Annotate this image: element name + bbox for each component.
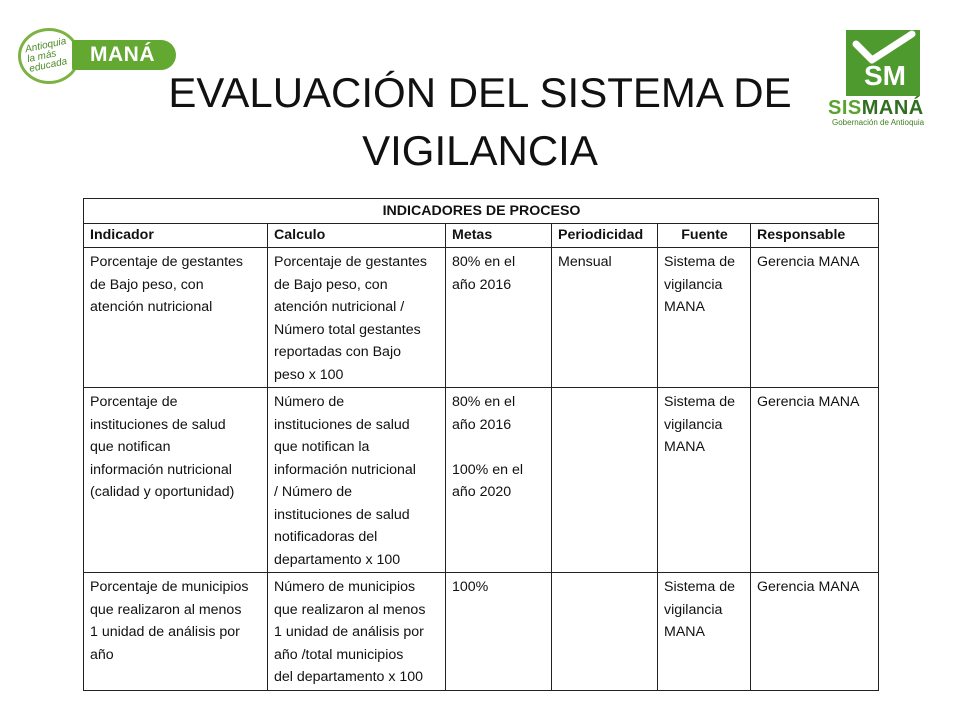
cell-line: 100%: [452, 579, 489, 595]
cell-line: que realizaron al menos: [274, 601, 426, 618]
table-header-row: [84, 224, 879, 248]
cell-line: que notifican: [90, 439, 171, 455]
cell-line: MANA: [664, 439, 705, 455]
cell-line: que realizaron al menos: [90, 601, 242, 618]
cell-line: MANA: [664, 299, 705, 315]
cell-line: vigilancia: [664, 416, 723, 433]
cell-indicador: [84, 248, 268, 388]
cell-indicador: [84, 573, 268, 691]
process-indicators-table: [83, 198, 879, 691]
cell-line: Número de: [274, 394, 345, 410]
cell-line: Sistema de: [664, 254, 735, 270]
cell-line: instituciones de salud: [90, 416, 226, 433]
cell-line: 80% en el: [452, 254, 516, 270]
cell-line: instituciones de salud: [274, 506, 410, 523]
column-header-indicador: Indicador: [84, 224, 268, 248]
slide-title-line1: EVALUACIÓN DEL SISTEMA DE: [168, 69, 792, 116]
cell-periodicidad: Mensual: [552, 248, 658, 388]
slide-title: [140, 64, 820, 180]
cell-line: año 2016: [452, 416, 512, 433]
cell-responsable: Gerencia MANA: [751, 388, 879, 573]
cell-line: Sistema de: [664, 579, 735, 595]
cell-line: Porcentaje de: [90, 394, 178, 410]
cell-fuente: [658, 248, 751, 388]
cell-line: 100% en el: [452, 461, 523, 478]
cell-line: que notifican la: [274, 439, 370, 455]
cell-line: de Bajo peso, con: [274, 276, 388, 293]
sismana-mark: [846, 30, 920, 96]
cell-line: peso x 100: [274, 366, 344, 383]
cell-line: 1 unidad de análisis por: [90, 624, 240, 640]
antioquia-emblem: [18, 28, 80, 84]
sismana-wordmark-part1: SIS: [828, 97, 862, 119]
sismana-wordmark: [828, 98, 924, 118]
cell-line: año 2020: [452, 484, 512, 500]
cell-line: Número de municipios: [274, 579, 416, 595]
sm-mark-text: SM: [864, 60, 906, 91]
column-header-periodicidad: Periodicidad: [552, 224, 658, 248]
cell-calculo: [268, 388, 446, 573]
cell-responsable: Gerencia MANA: [751, 573, 879, 691]
cell-line: del departamento x 100: [274, 669, 424, 685]
cell-line: Porcentaje de gestantes: [90, 254, 244, 270]
cell-line: año 2016: [452, 276, 512, 293]
cell-fuente: [658, 573, 751, 691]
cell-periodicidad: [552, 388, 658, 573]
cell-fuente: [658, 388, 751, 573]
cell-periodicidad: [552, 573, 658, 691]
cell-metas: [446, 573, 552, 691]
cell-line: reportadas con Bajo: [274, 344, 401, 360]
cell-line: atención nutricional /: [274, 299, 405, 315]
table-row: [84, 388, 879, 573]
column-header-calculo: Calculo: [268, 224, 446, 248]
column-header-responsable: Responsable: [751, 224, 879, 248]
cell-line: Número total gestantes: [274, 321, 421, 338]
table-caption: INDICADORES DE PROCESO: [84, 199, 879, 224]
sismana-wordmark-part2: MANÁ: [861, 97, 924, 119]
cell-indicador: [84, 388, 268, 573]
cell-line: de Bajo peso, con: [90, 276, 204, 293]
sismana-logo: [826, 30, 944, 127]
mana-logo-text: MANÁ: [90, 43, 155, 66]
cell-line: / Número de: [274, 484, 353, 500]
cell-line: Porcentaje de municipios: [90, 579, 249, 595]
cell-line: vigilancia: [664, 601, 723, 618]
cell-line: vigilancia: [664, 276, 723, 293]
cell-line: 80% en el: [452, 394, 516, 410]
cell-line: información nutricional: [274, 461, 416, 478]
slide-title-line2: VIGILANCIA: [362, 127, 598, 174]
cell-calculo: [268, 573, 446, 691]
cell-line: año /total municipios: [274, 646, 404, 663]
cell-line: Porcentaje de gestantes: [274, 254, 428, 270]
column-header-metas: Metas: [446, 224, 552, 248]
cell-line: departamento x 100: [274, 551, 401, 568]
cell-line: Sistema de: [664, 394, 735, 410]
cell-line: (calidad y oportunidad): [90, 484, 235, 500]
table-row: [84, 573, 879, 691]
table-row: [84, 248, 879, 388]
column-header-fuente: Fuente: [658, 224, 751, 248]
cell-line: notificadoras del: [274, 529, 378, 545]
cell-metas: [446, 248, 552, 388]
antioquia-tagline: Antioquia la más educada: [24, 35, 69, 75]
cell-calculo: [268, 248, 446, 388]
indicators-table-container: [83, 198, 878, 691]
cell-spacer: [452, 436, 546, 459]
cell-metas: [446, 388, 552, 573]
cell-line: año: [90, 646, 114, 663]
cell-line: información nutricional: [90, 461, 232, 478]
cell-responsable: Gerencia MANA: [751, 248, 879, 388]
cell-line: MANA: [664, 624, 705, 640]
sismana-subtitle: Gobernación de Antioquia: [832, 118, 925, 127]
cell-line: 1 unidad de análisis por: [274, 624, 424, 640]
cell-line: atención nutricional: [90, 299, 213, 315]
cell-line: instituciones de salud: [274, 416, 410, 433]
